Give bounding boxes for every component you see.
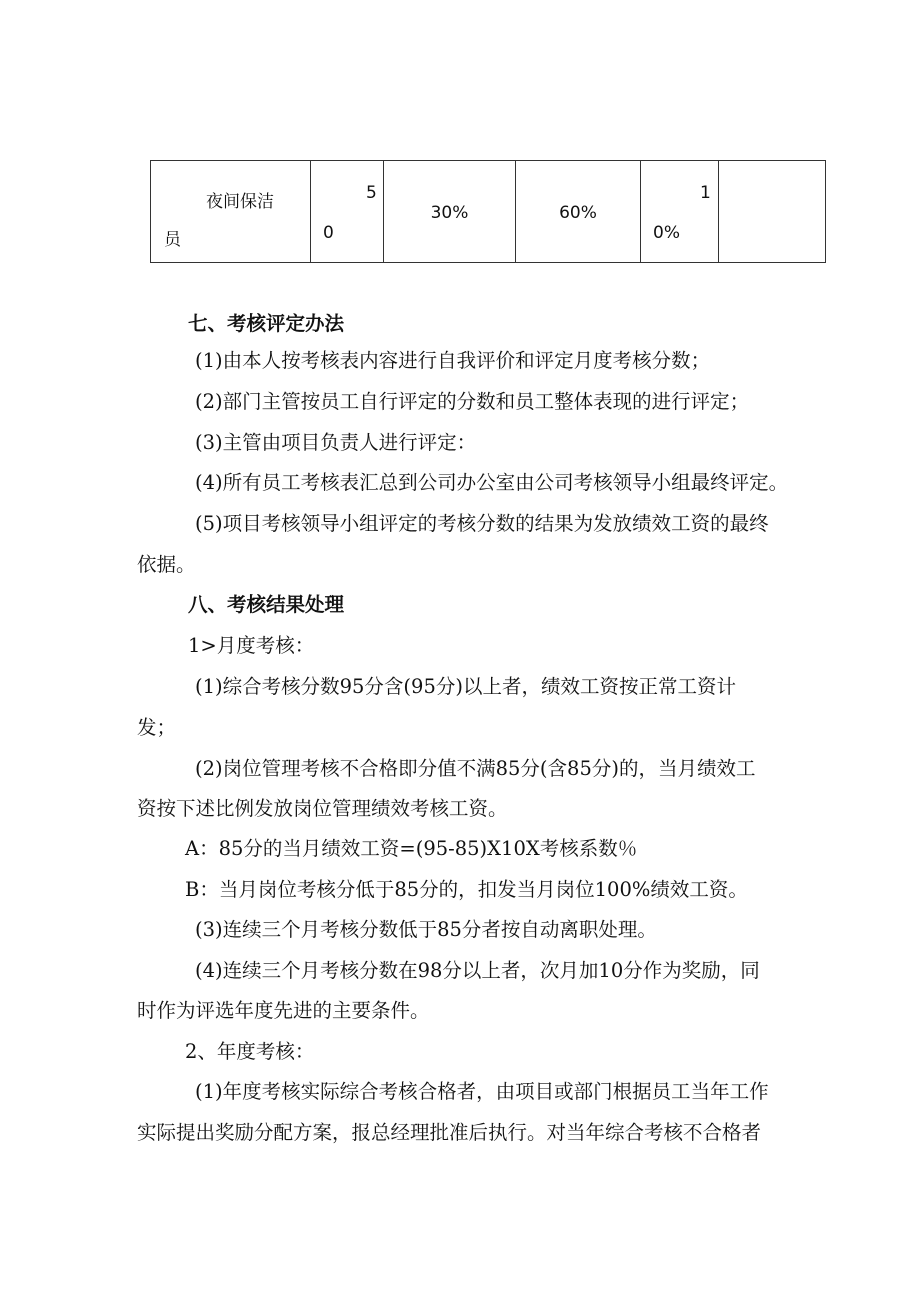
assessment-ratio-table [150, 160, 826, 263]
pct-a-cell [384, 161, 516, 263]
monthly-item-1-cont: 发； [137, 716, 177, 739]
annual-item-1: (1)年度考核实际综合考核合格者，由项目或部门根据员工当年工作 [195, 1080, 769, 1103]
score-cell [311, 161, 384, 263]
monthly-item-4-cont: 时作为评选年度先进的主要条件。 [137, 999, 430, 1022]
annual-item-1-cont: 实际提出奖励分配方案，报总经理批准后执行。对当年综合考核不合格者 [137, 1121, 762, 1144]
section-7-item-5: (5)项目考核领导小组评定的考核分数的结果为发放绩效工资的最终 [195, 512, 769, 535]
annual-title: 2、年度考核： [185, 1040, 315, 1063]
pct-b-cell [516, 161, 641, 263]
monthly-item-2-cont: 资按下述比例发放岗位管理绩效考核工资。 [137, 797, 508, 820]
monthly-item-4: (4)连续三个月考核分数在98分以上者，次月加10分作为奖励，同 [195, 959, 760, 982]
section-7-title: 七、考核评定办法 [188, 312, 345, 335]
monthly-title: 1>月度考核： [188, 634, 315, 657]
pct-a-value: 30% [430, 203, 469, 223]
role-name-line1: 夜间保洁 [206, 192, 274, 212]
monthly-item-a: A：85分的当月绩效工资=(95-85)X10X考核系数％ [185, 837, 638, 860]
score-line2: 0 [323, 223, 334, 243]
monthly-item-3: (3)连续三个月考核分数低于85分者按自动离职处理。 [195, 918, 657, 941]
section-8-title: 八、考核结果处理 [188, 593, 345, 616]
table-row [151, 161, 826, 263]
pct-c-line2: 0% [653, 223, 680, 243]
section-7-item-5-cont: 依据。 [137, 553, 196, 576]
section-7-item-4: (4)所有员工考核表汇总到公司办公室由公司考核领导小组最终评定。 [195, 471, 789, 494]
section-7-item-2: (2)部门主管按员工自行评定的分数和员工整体表现的进行评定； [195, 390, 750, 413]
role-cell [151, 161, 311, 263]
pct-b-value: 60% [559, 203, 597, 223]
pct-c-line1: 1 [700, 183, 711, 203]
monthly-item-1: (1)综合考核分数95分含(95分)以上者，绩效工资按正常工资计 [195, 675, 736, 698]
empty-cell [719, 161, 826, 263]
score-line1: 5 [366, 183, 377, 203]
section-7-item-3: (3)主管由项目负责人进行评定： [195, 431, 477, 454]
pct-c-cell [641, 161, 719, 263]
role-name-line2: 员 [164, 230, 181, 250]
section-7-item-1: (1)由本人按考核表内容进行自我评价和评定月度考核分数； [195, 349, 711, 372]
monthly-item-2: (2)岗位管理考核不合格即分值不满85分(含85分)的，当月绩效工 [195, 757, 756, 780]
monthly-item-b: B：当月岗位考核分低于85分的，扣发当月岗位100%绩效工资。 [185, 878, 748, 901]
